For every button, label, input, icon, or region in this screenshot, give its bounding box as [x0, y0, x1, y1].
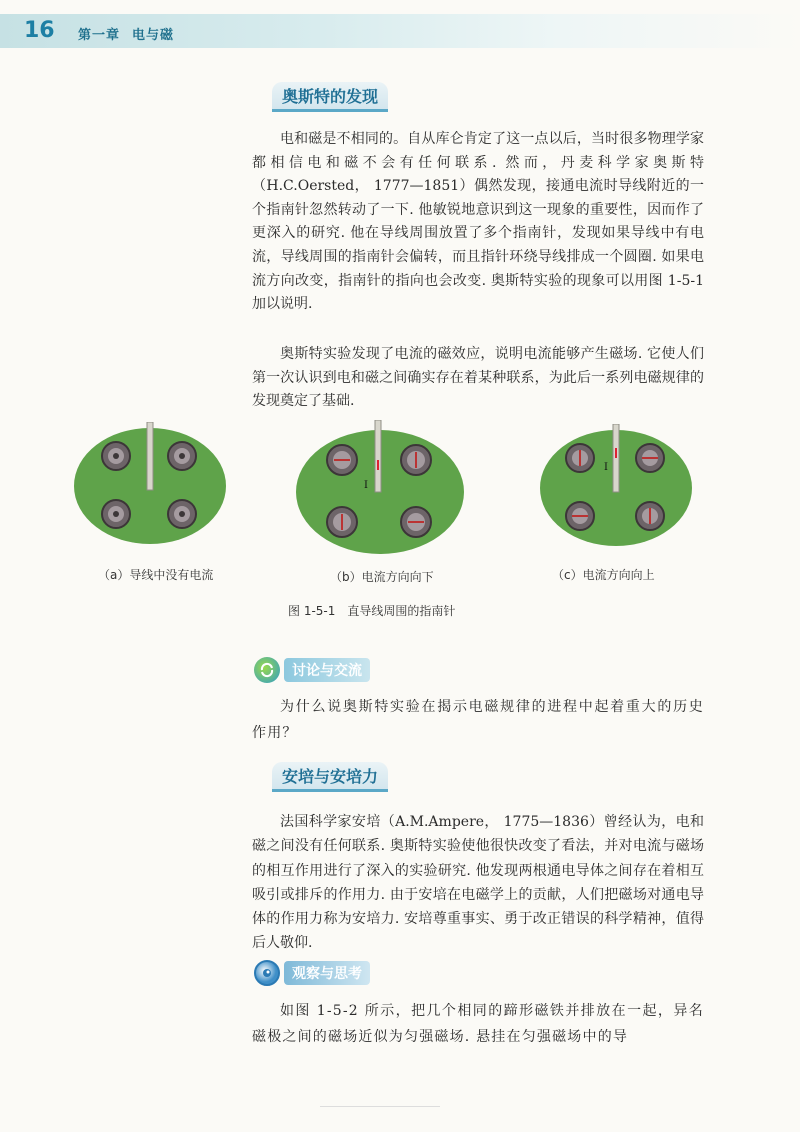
- discussion-label: 讨论与交流: [284, 658, 370, 682]
- compass: [102, 500, 130, 528]
- caption-c: （c）电流方向向上: [552, 568, 655, 582]
- page-number: 16: [24, 18, 55, 43]
- compass: [566, 502, 594, 530]
- caption-b: （b）电流方向向下: [330, 570, 434, 584]
- wire: [375, 420, 381, 492]
- discussion-badge: [254, 657, 370, 683]
- caption-a: （a）导线中没有电流: [98, 568, 214, 582]
- observe-icon: [254, 960, 280, 986]
- section-title-ampere: 安培与安培力: [272, 762, 388, 792]
- wire: [147, 422, 153, 490]
- compass: [102, 442, 130, 470]
- compass: [401, 445, 431, 475]
- paragraph-ampere: 法国科学家安培（A.M.Ampere， 1775—1836）曾经认为，电和磁之间没有任何联系. 奥斯特实验使他很快改变了看法，并对电流与磁场的相互作用进行了深入的实验研究. 他发现两根通电导体之间存在着相互吸引或排斥的作用力. 由于安培在电磁学上的贡献，人们把磁场对通电导体的作用力称为安培力. 安培尊重事实、勇于改正错误的科学精神，值得后人敬仰.: [252, 814, 704, 952]
- compass: [636, 502, 664, 530]
- discussion-icon: [254, 657, 280, 683]
- observe-badge: [254, 960, 370, 986]
- paragraph-oersted-1: 电和磁是不相同的。自从库仑肯定了这一点以后，当时很多物理学家都相信电和磁不会有任何联系. 然而，丹麦科学家奥斯特（H.C.Oersted， 1777—1851）偶然发现，接通电流时导线附近的一个指南针忽然转动了一下. 他敏锐地意识到这一现象的重要性，因而作了更深入的研究. 他在导线周围放置了多个指南针，发现如果导线中有电流，导线周围的指南针会偏转，而且指针环绕导线排成一个圆圈. 如果电流方向改变，指南针的指向也会改变. 奥斯特实验的现象可以用图 1-5-1 加以说明.: [252, 131, 704, 313]
- compass: [327, 507, 357, 537]
- current-label: I: [604, 462, 608, 473]
- discussion-text: 为什么说奥斯特实验在揭示电磁规律的进程中起着重大的历史作用？: [252, 699, 704, 741]
- compass: [327, 445, 357, 475]
- compass: [636, 444, 664, 472]
- figure-a-no-current: [74, 422, 226, 546]
- figure-b-current-down: [296, 420, 464, 554]
- chapter-title: 电与磁: [132, 28, 175, 43]
- compass: [168, 442, 196, 470]
- compass: [566, 444, 594, 472]
- footer-line: [320, 1106, 440, 1107]
- section-title-oersted: 奥斯特的发现: [272, 82, 388, 112]
- compass: [168, 500, 196, 528]
- chapter-heading: [78, 24, 174, 43]
- compass: [401, 507, 431, 537]
- figure-c-current-up: [540, 424, 692, 548]
- current-label: I: [364, 480, 368, 491]
- paragraph-oersted-2: 奥斯特实验发现了电流的磁效应，说明电流能够产生磁场. 它使人们第一次认识到电和磁之间确实存在着某种联系，为此后一系列电磁规律的发现奠定了基础.: [252, 346, 704, 410]
- chapter-number: 第一章: [78, 28, 121, 43]
- figure-title: 图 1-5-1 直导线周围的指南针: [288, 604, 456, 618]
- observe-text: 如图 1-5-2 所示，把几个相同的蹄形磁铁并排放在一起，异名磁极之间的磁场近似为匀强磁场. 悬挂在匀强磁场中的导: [252, 1003, 704, 1045]
- observe-label: 观察与思考: [284, 961, 370, 985]
